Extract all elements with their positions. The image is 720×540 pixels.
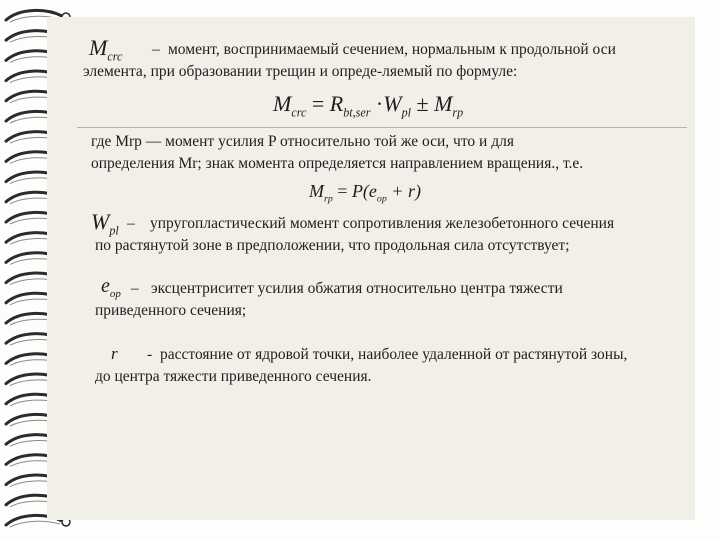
f1-lhs: M — [273, 91, 292, 116]
wpl-symbol — [91, 209, 119, 238]
wpl-sub: pl — [109, 223, 119, 238]
r-symbol — [111, 344, 118, 364]
eop-sub: op — [109, 287, 121, 300]
f1-w-sub: pl — [401, 105, 411, 120]
formula-mcrc — [273, 91, 463, 120]
block5-line1: расстояние от ядровой точки, наиболее удаленной от растянутой зоны, — [160, 346, 628, 363]
wpl-var: W — [91, 209, 110, 234]
block3-line1: упругопластический момент сопротивления железобетонного сечения — [150, 215, 615, 232]
block3-dash: – — [127, 215, 135, 232]
f1-dot: · — [375, 91, 384, 116]
f2-lhs: M — [309, 181, 324, 201]
block4-line1: эксцентриситет усилия обжатия относительно центра тяжести — [151, 280, 563, 297]
f2-eq: = — [337, 181, 348, 201]
block2-line2: определения Mr; знак момента определяется направлением вращения., т.е. — [91, 155, 584, 172]
f1-r: R — [329, 91, 344, 116]
f1-w: W — [383, 91, 402, 116]
block3-line2: по растянутой зоне в предположении, что продольная сила отсутствует; — [95, 237, 570, 254]
mcrc-symbol — [89, 35, 122, 64]
eop-var: e — [101, 275, 110, 297]
block5-dash: - — [147, 346, 153, 363]
f1-lhs-sub: crc — [291, 105, 307, 120]
block4-dash: – — [131, 280, 139, 297]
f2-lhs-sub: rp — [324, 193, 333, 205]
eop-symbol — [101, 275, 121, 300]
block2-line1: где Mrp — момент усилия P относительно той же оси, что и для — [91, 133, 514, 150]
f2-tail: + r) — [391, 181, 421, 201]
f1-m: M — [434, 91, 453, 116]
r-var: r — [111, 344, 118, 363]
f1-pm: ± — [416, 91, 429, 116]
f1-r-sub: bt,ser — [343, 105, 371, 120]
f2-p: P(e — [351, 181, 377, 201]
f1-eq: = — [311, 91, 325, 116]
f2-p-sub: op — [376, 193, 387, 205]
f1-m-sub: rp — [452, 105, 464, 120]
block1-line1: момент, воспринимаемый сечением, нормальным к продольной оси — [168, 41, 616, 58]
block4-line2: приведенного сечения; — [95, 302, 247, 319]
block5-line2: до центра тяжести приведенного сечения. — [95, 368, 372, 385]
mcrc-sub: crc — [107, 49, 123, 64]
page-sheet — [47, 17, 695, 520]
mcrc-var: M — [89, 35, 108, 60]
block1-line2: элемента, при образовании трещин и опреде-ляемый по формуле: — [83, 63, 518, 80]
formula-mrp — [309, 181, 421, 204]
separator-line — [77, 127, 687, 128]
block1-dash: – — [152, 41, 160, 58]
